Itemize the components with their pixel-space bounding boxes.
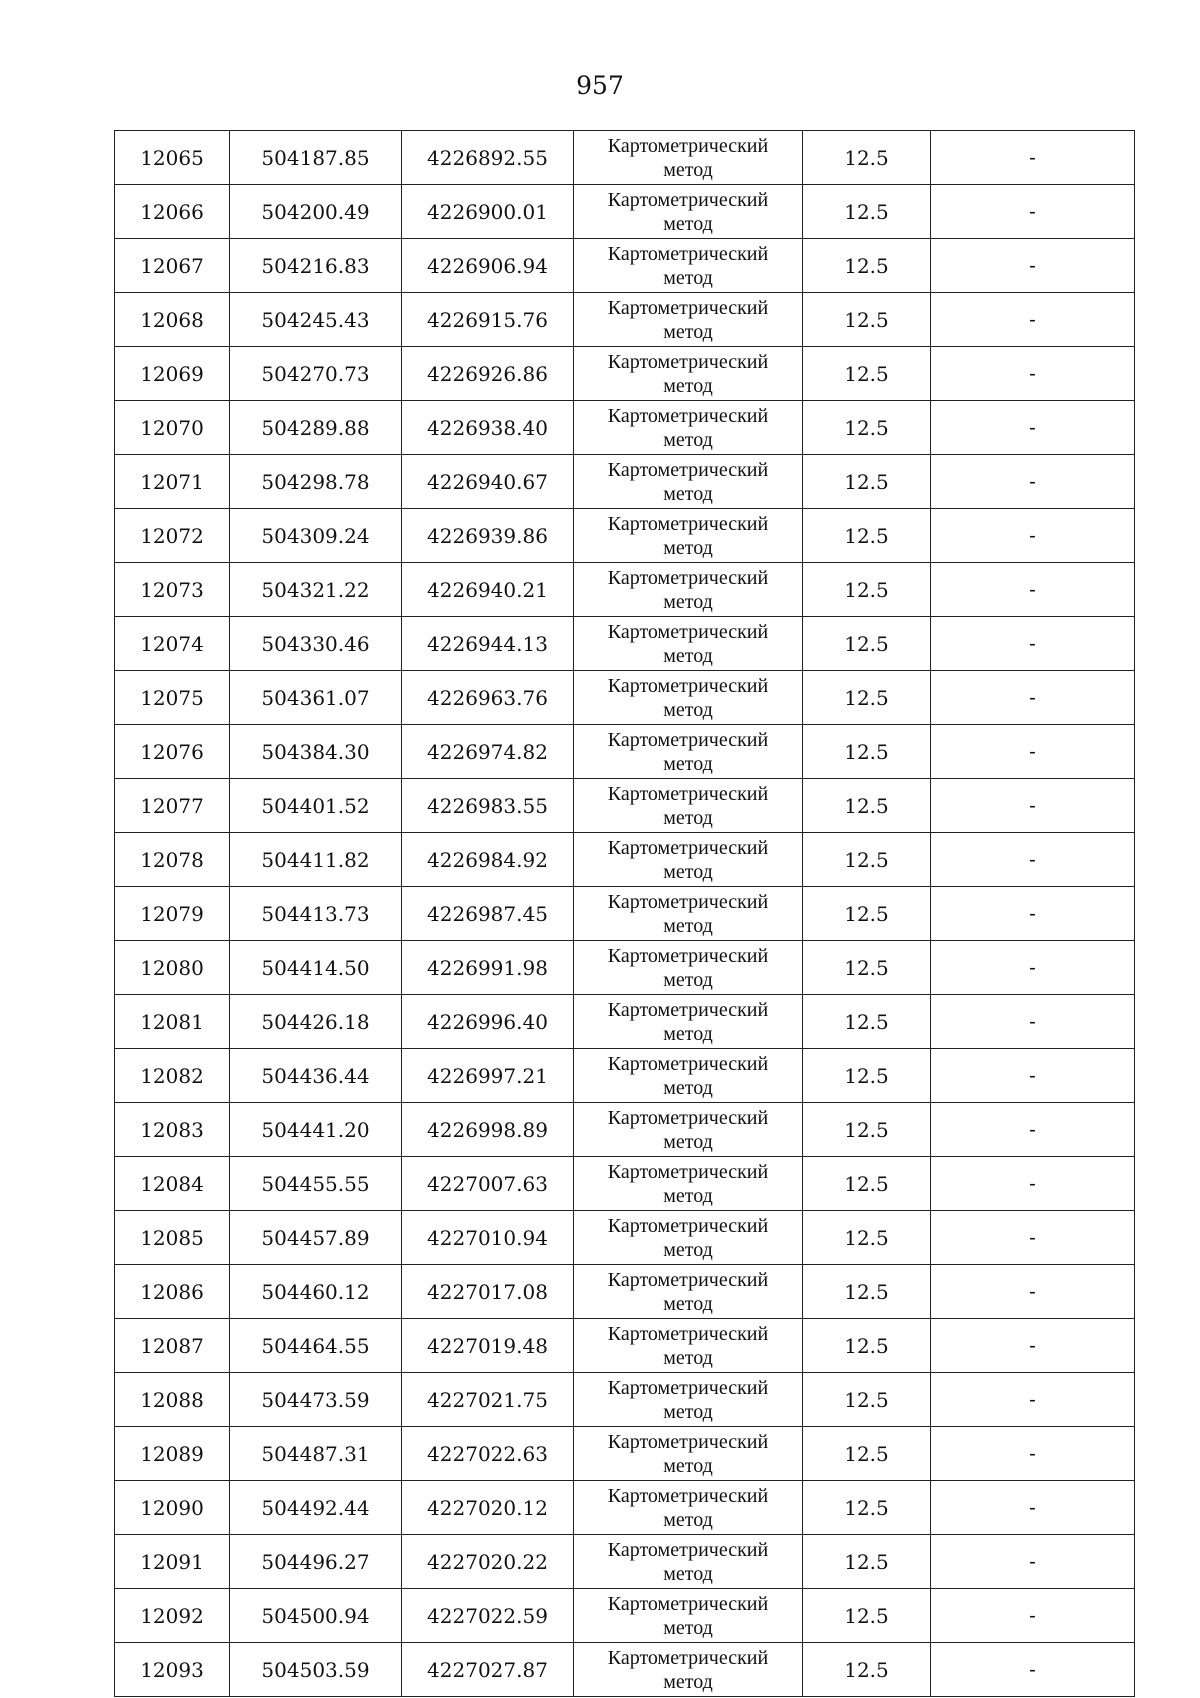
x-coordinate-cell: 504473.59 [230,1373,402,1427]
method-line-2: метод [663,1076,713,1099]
note-cell: - [931,725,1135,779]
table-row [115,1481,1135,1535]
table-row [115,1265,1135,1319]
method-line-2: метод [663,698,713,721]
y-coordinate-cell: 4226938.40 [402,401,574,455]
method-cell [574,725,803,779]
method-line-1: Картометрический [607,782,769,805]
method-line-1: Картометрический [607,1214,769,1237]
accuracy-cell: 12.5 [803,1211,931,1265]
x-coordinate-cell: 504321.22 [230,563,402,617]
y-coordinate-cell: 4227017.08 [402,1265,574,1319]
accuracy-cell: 12.5 [803,1103,931,1157]
y-coordinate-cell: 4226900.01 [402,185,574,239]
y-coordinate-cell: 4226991.98 [402,941,574,995]
note-cell: - [931,617,1135,671]
x-coordinate-cell: 504187.85 [230,131,402,185]
note-cell: - [931,293,1135,347]
point-number-cell: 12073 [115,563,230,617]
method-line-2: метод [663,536,713,559]
note-cell: - [931,1211,1135,1265]
x-coordinate-cell: 504298.78 [230,455,402,509]
method-line-2: метод [663,806,713,829]
table-row [115,779,1135,833]
accuracy-cell: 12.5 [803,1373,931,1427]
method-line-1: Картометрический [607,512,769,535]
x-coordinate-cell: 504216.83 [230,239,402,293]
x-coordinate-cell: 504361.07 [230,671,402,725]
method-cell [574,1643,803,1697]
accuracy-cell: 12.5 [803,1319,931,1373]
method-cell [574,239,803,293]
x-coordinate-cell: 504309.24 [230,509,402,563]
note-cell: - [931,1481,1135,1535]
method-line-1: Картометрический [607,620,769,643]
method-cell [574,833,803,887]
method-line-2: метод [663,1130,713,1153]
accuracy-cell: 12.5 [803,941,931,995]
note-cell: - [931,131,1135,185]
method-line-2: метод [663,1616,713,1639]
table-row [115,293,1135,347]
note-cell: - [931,1103,1135,1157]
method-line-1: Картометрический [607,134,769,157]
method-line-1: Картометрический [607,566,769,589]
note-cell: - [931,563,1135,617]
y-coordinate-cell: 4226940.67 [402,455,574,509]
note-cell: - [931,779,1135,833]
method-line-2: метод [663,428,713,451]
accuracy-cell: 12.5 [803,1589,931,1643]
accuracy-cell: 12.5 [803,563,931,617]
method-cell [574,1589,803,1643]
table-row [115,1535,1135,1589]
x-coordinate-cell: 504455.55 [230,1157,402,1211]
note-cell: - [931,239,1135,293]
note-cell: - [931,941,1135,995]
method-cell [574,941,803,995]
method-line-1: Картометрический [607,1484,769,1507]
x-coordinate-cell: 504414.50 [230,941,402,995]
accuracy-cell: 12.5 [803,347,931,401]
coordinates-table [114,130,1135,1697]
page-number: 957 [576,71,624,100]
point-number-cell: 12080 [115,941,230,995]
point-number-cell: 12093 [115,1643,230,1697]
point-number-cell: 12078 [115,833,230,887]
point-number-cell: 12066 [115,185,230,239]
method-line-2: метод [663,374,713,397]
accuracy-cell: 12.5 [803,725,931,779]
y-coordinate-cell: 4226987.45 [402,887,574,941]
method-cell [574,1103,803,1157]
y-coordinate-cell: 4227021.75 [402,1373,574,1427]
method-line-2: метод [663,1346,713,1369]
y-coordinate-cell: 4226892.55 [402,131,574,185]
method-line-2: метод [663,482,713,505]
method-line-2: метод [663,752,713,775]
accuracy-cell: 12.5 [803,509,931,563]
method-cell [574,1157,803,1211]
method-cell [574,779,803,833]
x-coordinate-cell: 504436.44 [230,1049,402,1103]
accuracy-cell: 12.5 [803,995,931,1049]
method-cell [574,995,803,1049]
accuracy-cell: 12.5 [803,239,931,293]
y-coordinate-cell: 4227020.12 [402,1481,574,1535]
accuracy-cell: 12.5 [803,779,931,833]
x-coordinate-cell: 504289.88 [230,401,402,455]
point-number-cell: 12089 [115,1427,230,1481]
method-line-2: метод [663,1562,713,1585]
method-line-1: Картометрический [607,836,769,859]
y-coordinate-cell: 4227007.63 [402,1157,574,1211]
note-cell: - [931,671,1135,725]
table-row [115,941,1135,995]
table-row [115,1049,1135,1103]
method-cell [574,617,803,671]
accuracy-cell: 12.5 [803,131,931,185]
point-number-cell: 12067 [115,239,230,293]
method-cell [574,131,803,185]
note-cell: - [931,1535,1135,1589]
method-line-2: метод [663,1184,713,1207]
point-number-cell: 12068 [115,293,230,347]
method-line-2: метод [663,644,713,667]
note-cell: - [931,1319,1135,1373]
method-line-1: Картометрический [607,1592,769,1615]
point-number-cell: 12077 [115,779,230,833]
x-coordinate-cell: 504492.44 [230,1481,402,1535]
y-coordinate-cell: 4227020.22 [402,1535,574,1589]
accuracy-cell: 12.5 [803,833,931,887]
method-line-2: метод [663,1022,713,1045]
method-line-1: Картометрический [607,458,769,481]
method-line-2: метод [663,968,713,991]
accuracy-cell: 12.5 [803,1265,931,1319]
method-line-2: метод [663,1238,713,1261]
note-cell: - [931,995,1135,1049]
method-line-1: Картометрический [607,188,769,211]
x-coordinate-cell: 504500.94 [230,1589,402,1643]
note-cell: - [931,1157,1135,1211]
table-row [115,1103,1135,1157]
table-row [115,1427,1135,1481]
x-coordinate-cell: 504464.55 [230,1319,402,1373]
table-row [115,563,1135,617]
method-cell [574,1481,803,1535]
method-cell [574,1049,803,1103]
x-coordinate-cell: 504384.30 [230,725,402,779]
method-line-1: Картометрический [607,674,769,697]
method-line-2: метод [663,914,713,937]
point-number-cell: 12084 [115,1157,230,1211]
table-row [115,185,1135,239]
point-number-cell: 12087 [115,1319,230,1373]
x-coordinate-cell: 504441.20 [230,1103,402,1157]
accuracy-cell: 12.5 [803,1157,931,1211]
y-coordinate-cell: 4226996.40 [402,995,574,1049]
method-line-1: Картометрический [607,1646,769,1669]
point-number-cell: 12091 [115,1535,230,1589]
note-cell: - [931,1643,1135,1697]
accuracy-cell: 12.5 [803,671,931,725]
method-line-1: Картометрический [607,1376,769,1399]
y-coordinate-cell: 4226997.21 [402,1049,574,1103]
method-line-1: Картометрический [607,1430,769,1453]
note-cell: - [931,455,1135,509]
table-row [115,887,1135,941]
table-row [115,995,1135,1049]
y-coordinate-cell: 4227019.48 [402,1319,574,1373]
x-coordinate-cell: 504270.73 [230,347,402,401]
table-row [115,1319,1135,1373]
method-line-1: Картометрический [607,1322,769,1345]
method-line-2: метод [663,1292,713,1315]
accuracy-cell: 12.5 [803,887,931,941]
table-row [115,617,1135,671]
table-row [115,1589,1135,1643]
table-row [115,1373,1135,1427]
note-cell: - [931,1049,1135,1103]
y-coordinate-cell: 4227022.59 [402,1589,574,1643]
table-row [115,1157,1135,1211]
x-coordinate-cell: 504487.31 [230,1427,402,1481]
point-number-cell: 12079 [115,887,230,941]
table-row [115,509,1135,563]
x-coordinate-cell: 504496.27 [230,1535,402,1589]
note-cell: - [931,833,1135,887]
table-row [115,1643,1135,1697]
method-line-2: метод [663,860,713,883]
method-cell [574,563,803,617]
method-cell [574,401,803,455]
method-line-1: Картометрический [607,1538,769,1561]
y-coordinate-cell: 4226926.86 [402,347,574,401]
method-cell [574,1535,803,1589]
table-row [115,1211,1135,1265]
method-cell [574,1373,803,1427]
x-coordinate-cell: 504460.12 [230,1265,402,1319]
note-cell: - [931,1427,1135,1481]
x-coordinate-cell: 504426.18 [230,995,402,1049]
method-line-1: Картометрический [607,350,769,373]
method-line-2: метод [663,1400,713,1423]
y-coordinate-cell: 4226998.89 [402,1103,574,1157]
y-coordinate-cell: 4226939.86 [402,509,574,563]
point-number-cell: 12085 [115,1211,230,1265]
table-row [115,725,1135,779]
accuracy-cell: 12.5 [803,1643,931,1697]
method-line-2: метод [663,320,713,343]
method-line-1: Картометрический [607,1106,769,1129]
note-cell: - [931,1373,1135,1427]
accuracy-cell: 12.5 [803,293,931,347]
table-row [115,401,1135,455]
accuracy-cell: 12.5 [803,1049,931,1103]
method-cell [574,293,803,347]
method-cell [574,887,803,941]
table-row [115,671,1135,725]
note-cell: - [931,401,1135,455]
point-number-cell: 12069 [115,347,230,401]
method-line-1: Картометрический [607,728,769,751]
x-coordinate-cell: 504413.73 [230,887,402,941]
point-number-cell: 12088 [115,1373,230,1427]
x-coordinate-cell: 504330.46 [230,617,402,671]
note-cell: - [931,509,1135,563]
accuracy-cell: 12.5 [803,1535,931,1589]
accuracy-cell: 12.5 [803,185,931,239]
table-row [115,347,1135,401]
y-coordinate-cell: 4226984.92 [402,833,574,887]
point-number-cell: 12071 [115,455,230,509]
method-line-2: метод [663,1670,713,1693]
x-coordinate-cell: 504200.49 [230,185,402,239]
method-line-2: метод [663,1508,713,1531]
table-row [115,239,1135,293]
point-number-cell: 12092 [115,1589,230,1643]
y-coordinate-cell: 4226974.82 [402,725,574,779]
method-cell [574,509,803,563]
note-cell: - [931,1265,1135,1319]
y-coordinate-cell: 4226915.76 [402,293,574,347]
accuracy-cell: 12.5 [803,401,931,455]
method-line-2: метод [663,212,713,235]
note-cell: - [931,887,1135,941]
table-body [115,131,1135,1697]
accuracy-cell: 12.5 [803,617,931,671]
method-line-1: Картометрический [607,1052,769,1075]
x-coordinate-cell: 504411.82 [230,833,402,887]
y-coordinate-cell: 4226940.21 [402,563,574,617]
method-line-1: Картометрический [607,1160,769,1183]
method-cell [574,1265,803,1319]
table-row [115,455,1135,509]
method-cell [574,1427,803,1481]
method-cell [574,185,803,239]
x-coordinate-cell: 504245.43 [230,293,402,347]
y-coordinate-cell: 4226983.55 [402,779,574,833]
point-number-cell: 12074 [115,617,230,671]
method-cell [574,1211,803,1265]
method-line-2: метод [663,590,713,613]
y-coordinate-cell: 4226906.94 [402,239,574,293]
method-line-1: Картометрический [607,1268,769,1291]
point-number-cell: 12086 [115,1265,230,1319]
note-cell: - [931,347,1135,401]
x-coordinate-cell: 504401.52 [230,779,402,833]
method-line-1: Картометрический [607,404,769,427]
point-number-cell: 12072 [115,509,230,563]
point-number-cell: 12075 [115,671,230,725]
method-cell [574,671,803,725]
point-number-cell: 12081 [115,995,230,1049]
x-coordinate-cell: 504457.89 [230,1211,402,1265]
point-number-cell: 12070 [115,401,230,455]
method-line-2: метод [663,1454,713,1477]
method-line-1: Картометрический [607,296,769,319]
y-coordinate-cell: 4227022.63 [402,1427,574,1481]
note-cell: - [931,1589,1135,1643]
accuracy-cell: 12.5 [803,1427,931,1481]
y-coordinate-cell: 4226963.76 [402,671,574,725]
note-cell: - [931,185,1135,239]
method-line-1: Картометрический [607,944,769,967]
point-number-cell: 12082 [115,1049,230,1103]
point-number-cell: 12090 [115,1481,230,1535]
method-cell [574,347,803,401]
method-line-2: метод [663,266,713,289]
y-coordinate-cell: 4227010.94 [402,1211,574,1265]
point-number-cell: 12076 [115,725,230,779]
y-coordinate-cell: 4227027.87 [402,1643,574,1697]
point-number-cell: 12083 [115,1103,230,1157]
method-line-1: Картометрический [607,242,769,265]
y-coordinate-cell: 4226944.13 [402,617,574,671]
method-cell [574,455,803,509]
method-line-1: Картометрический [607,998,769,1021]
table-row [115,131,1135,185]
accuracy-cell: 12.5 [803,455,931,509]
accuracy-cell: 12.5 [803,1481,931,1535]
table-row [115,833,1135,887]
method-line-2: метод [663,158,713,181]
method-line-1: Картометрический [607,890,769,913]
x-coordinate-cell: 504503.59 [230,1643,402,1697]
method-cell [574,1319,803,1373]
point-number-cell: 12065 [115,131,230,185]
